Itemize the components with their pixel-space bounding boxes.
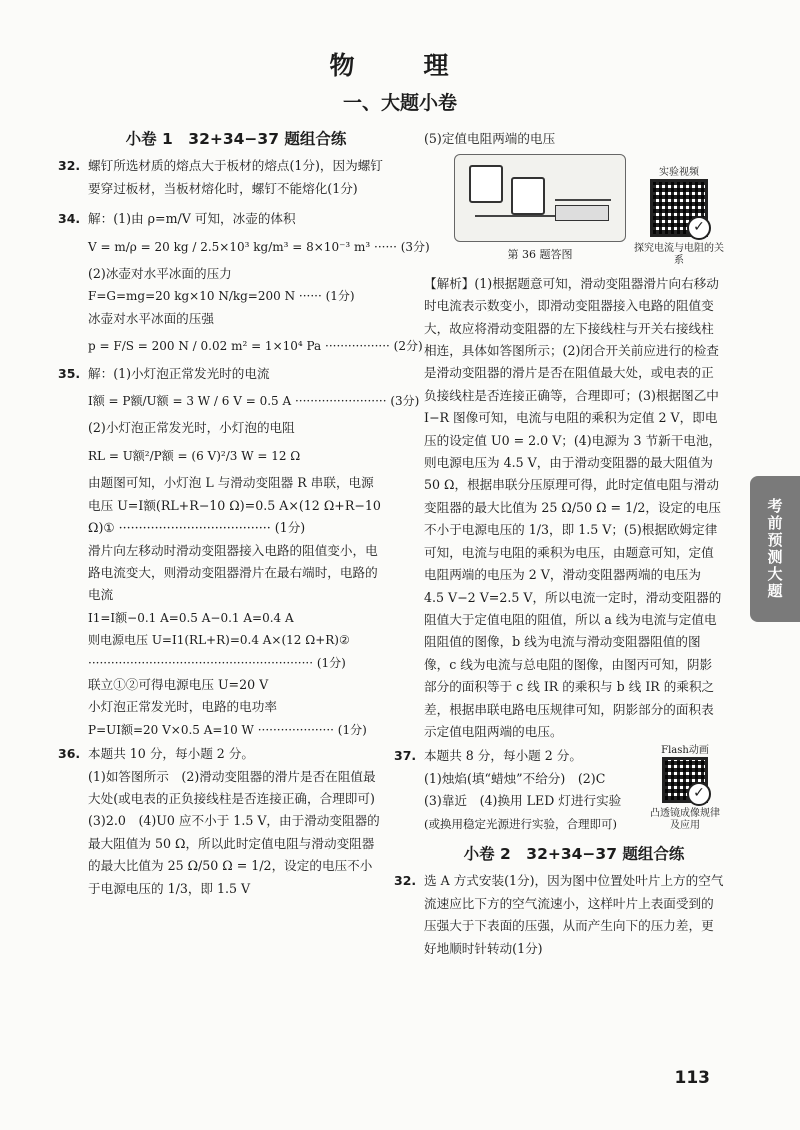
question-34 [58,208,430,357]
figure-row [454,154,724,266]
answer-line: 本题共 10 分，每小题 2 分。 [88,746,254,762]
answer-line: 解：(1)小灯泡正常发光时的电流 [88,365,270,381]
question-number: 32. [394,873,417,889]
equation-line: V = m/ρ = 20 kg / 2.5×10³ kg/m³ = 8×10⁻³ m³ ······ (3分) [88,239,430,254]
equation-line: 则电源电压 U=I1(RL+R)=0.4 A×(12 Ω+R)② [88,633,350,648]
qr-code-icon [650,179,708,237]
question-number: 35. [58,365,81,381]
equation-line: ··························································· (1分) [88,655,346,670]
answer-line: 小灯泡正常发光时，电路的电功率 [88,699,277,715]
subheading-quiz-2: 小卷 2 32+34−37 题组合练 [463,844,685,863]
analysis-text: 【解析】(1)根据题意可知，滑动变阻器滑片向右移动时电流表示数变小，即滑动变阻器接入电路的阻值变大，故应将滑动变阻器的左下接线柱与开关右接线柱相连，具体如答图所示；(2)闭合开关前应进行的检查是滑动变阻器的滑片是否在阻值最大处，或电表的正负接线柱是否连接正确等，合理即可；(3)根据图乙中 I−R 图像可知，电流与电阻的乘积为定值 2 V，即电压的设定值 U0 = 2.0 V；(4)电源为 3 节新干电池，则电源电压为 4.5 V，由于滑动变阻器的最大阻值为 50 Ω，根据串联分压原理可得，此时定值电阻与滑动变阻器的最大比值为 25 Ω/50 Ω = 1/2，设定的电压不小于电源电压的 1/3，即 1.5 V；(5)根据欧姆定律可知，电流与电阻的乘积为电压，由题意可知，定值电阻两端的电压为 2 V，滑动变阻器两端的电压为 4.5 V−2 V=2.5 V，所以电流一定时，滑动变阻器的阻值大于定值电阻的阻值，所以 a 线为电流与定值电阻阻值的图像，b 线为电流与滑动变阻器阻值的图像，c 线为电流与总电阻的图像，由图丙可知，阴影部分的面积等于 c 线 IR 的乘积与 b 线 IR 的乘积之差，根据串联电路电压规律可知，阴影部分的面积表示定值电阻两端的电压。 [424,275,722,739]
answer-text: (1)如答图所示 (2)滑动变阻器的滑片是否在阻值最大处(或电表的正负接线柱是否连接正确，合理即可) (3)2.0 (4)U0 应不小于 1.5 V，由于滑动变阻器的最大阻值为 50 Ω，所以此时定值电阻与滑动变阻器的最大比值为 25 Ω/50 Ω = 1/2，设定的电压不小于电源电压的 1/3，即 1.5 V [88,768,388,896]
circuit-figure-wrapper [454,154,626,266]
question-32-quiz-2 [394,870,724,960]
question-35 [58,363,420,742]
question-number: 34. [58,211,81,227]
qr-label: 实验视频 [659,166,699,178]
ammeter-icon [469,165,503,203]
check-icon: ✓ [687,782,711,806]
answer-line: (3)靠近 (4)换用 LED 灯进行实验 [424,793,622,809]
answer-line: 冰壶对水平冰面的压强 [88,310,214,326]
answer-line: 本题共 8 分，每小题 2 分。 [424,748,582,764]
answer-line: (5)定值电阻两端的电压 [424,131,556,146]
question-32 [58,155,384,200]
qr-caption: 探究电流与电阻的关系 [634,242,724,266]
question-36 [58,743,388,900]
answer-line: (1)烛焰(填“蜡烛”不给分) (2)C [424,770,606,786]
wire [555,199,611,201]
answer-line: 解：(1)由 ρ=m/V 可知，冰壶的体积 [88,211,296,227]
answer-line: (2)冰壶对水平冰面的压力 [88,266,232,282]
equation-line: F=G=mg=20 kg×10 N/kg=200 N ······ (1分) [88,289,355,304]
check-icon: ✓ [687,216,711,240]
answer-line: 联立①②可得电源电压 U=20 V [88,676,269,692]
qr-label: Flash动画 [661,745,709,757]
qr-code-animation[interactable] [646,745,724,832]
equation-line: P=UI额=20 V×0.5 A=10 W ···················· (1分) [88,722,367,737]
left-column [58,128,430,900]
question-number: 32. [58,158,81,174]
rheostat-icon [555,205,609,221]
answer-line: 由题图可知，小灯泡 L 与滑动变阻器 R 串联，电源电压 U=I额(RL+R−10 Ω)=0.5 A×(12 Ω+R−10 Ω)① ······································ (1分) [88,475,381,536]
figure-caption: 第 36 题答图 [507,248,573,262]
equation-line: p = F/S = 200 N / 0.02 m² = 1×10⁴ Pa ················· (2分) [88,339,423,354]
equation-line: I1=I额−0.1 A=0.5 A−0.1 A=0.4 A [88,610,294,625]
page-number: 113 [674,1068,710,1088]
qr-code-icon [662,757,708,803]
side-tab-label: 考前预测大题 [750,476,800,622]
equation-line: I额 = P额/U额 = 3 W / 6 V = 0.5 A ························ (3分) [88,394,420,409]
answer-text: 螺钉所选材质的熔点大于板材的熔点(1分)，因为螺钉要穿过板材，当板材熔化时，螺钉不能熔化(1分) [88,158,383,196]
equation-line: RL = U额²/P额 = (6 V)²/3 W = 12 Ω [88,448,301,463]
subheading-quiz-1: 小卷 1 32+34−37 题组合练 [125,130,347,148]
qr-caption: 凸透镜成像规律及应用 [650,808,720,832]
qr-code-video[interactable] [634,167,724,267]
answer-line: (或换用稳定光源进行实验，合理即可) [424,816,617,831]
question-number: 37. [394,748,417,764]
answer-text: 选 A 方式安装(1分)，因为图中位置处叶片上方的空气流速应比下方的空气流速小，这样叶片上表面受到的压强大于下表面的压强，从而产生向下的压力差，更好地顺时针转动(1分) [424,873,724,956]
right-column [394,128,724,960]
page-title: 物 理 [329,51,471,80]
question-37 [394,745,724,835]
section-heading: 一、大题小卷 [342,92,457,114]
answer-line: (2)小灯泡正常发光时，小灯泡的电阻 [88,420,295,436]
voltmeter-icon [511,177,545,215]
question-number: 36. [58,746,81,762]
circuit-figure [454,154,626,242]
answer-line: 滑片向左移动时滑动变阻器接入电路的阻值变小，电路电流变大，则滑动变阻器滑片在最右端时，电路的电流 [88,542,378,603]
